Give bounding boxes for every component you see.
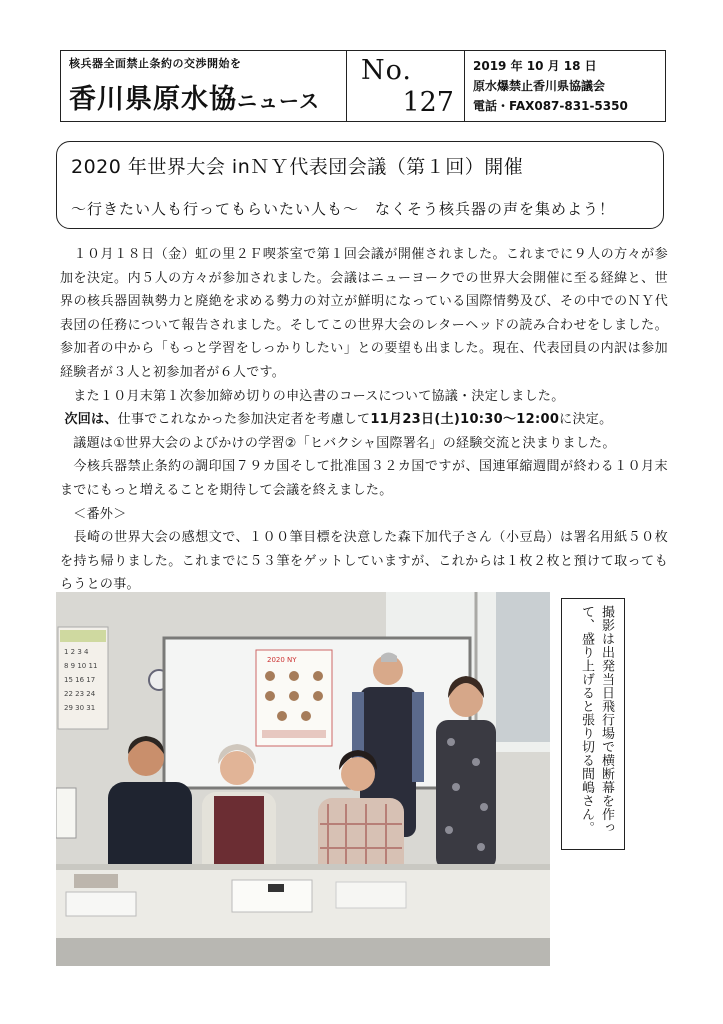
next-meeting-text: 仕事でこれなかった参加決定者を考慮して: [117, 412, 371, 428]
article-body: [60, 243, 668, 597]
svg-text:29 30 31: 29 30 31: [64, 704, 96, 712]
newsletter-title: [69, 77, 338, 116]
article-paragraph-4: 議題は①世界大会のよびかけの学習②「ヒバクシャ国際署名」の経験交流と決まりました。: [60, 435, 616, 451]
publisher-name: 原水爆禁止香川県協議会: [473, 79, 606, 93]
masthead: [60, 50, 666, 122]
issue-number-block: [347, 51, 465, 121]
photo-caption-box: [561, 598, 625, 850]
article-paragraph-2: また１０月末第１次参加締め切りの申込書のコースについて協議・決定しました。: [60, 388, 565, 404]
article-paragraph-5: 今核兵器禁止条約の調印国７９カ国そして批准国３２カ国ですが、国連軍縮週間が終わる１０月末までにもっと増えることを期待して会議を終えました。: [60, 459, 668, 498]
photo-caption: 撮影は出発当日飛行場で横断幕を作って、盛り上げると張り切る間嶋さん。: [579, 605, 614, 835]
poster-heading: 2020 NY: [267, 656, 297, 664]
headline-title: 2020 年世界大会 inＮＹ代表団会議（第１回）開催: [71, 156, 524, 178]
meeting-photo: [56, 592, 550, 966]
masthead-title-block: [61, 51, 347, 121]
next-meeting-text-end: に決定。: [559, 412, 613, 428]
article-paragraph-3: [60, 408, 668, 432]
article-paragraph-6: ＜番外＞: [60, 506, 127, 522]
svg-text:8 9 10 11: 8 9 10 11: [64, 662, 98, 670]
article-paragraph-7: 長崎の世界大会の感想文で、１００筆目標を決意した森下加代子さん（小豆島）は署名用紙５０枚を持ち帰りました。これまでに５３筆をゲットしていますが、これからは１枚２枚と預けて取ってもらうとの事。: [60, 530, 668, 593]
issue-number: 127: [402, 87, 454, 118]
article-paragraph-1: １０月１８日（金）虹の里２Ｆ喫茶室で第１回会議が開催されました。これまでに９人の方々が参加を決定。内５人の方々が参加されました。会議はニューヨークでの世界大会開催に至る経緯と、世界の核兵器固執勢力と廃絶を求める勢力の対立が鮮明になっている国際情勢及び、その中でのＮＹ代表団の任務について報告されました。そしてこの世界大会のレターヘッドの読み合わせをしました。参加者の中から「もっと学習をしっかりしたい」との要望も出ました。現在、代表団員の内訳は参加経験者が３人と初参加者が６人です。: [60, 247, 669, 380]
issue-date: 2019 年 10 月 18 日: [473, 59, 597, 73]
headline-subtitle: 〜行きたい人も行ってもらいたい人も〜 なくそう核兵器の声を集めよう！: [71, 200, 616, 218]
next-meeting-date: 11月23日(土)10:30～12:00: [370, 412, 560, 428]
next-meeting-label: 次回は、: [64, 412, 118, 428]
newsletter-title-news: ニュース: [237, 89, 320, 113]
meeting-photo-illustration: [56, 592, 550, 966]
svg-text:1 2 3 4: 1 2 3 4: [64, 648, 89, 656]
svg-text:15 16 17: 15 16 17: [64, 676, 96, 684]
publisher-contact: 電話・FAX087-831-5350: [473, 99, 628, 113]
newsletter-title-main: 香川県原水協: [69, 84, 237, 115]
svg-text:22 23 24: 22 23 24: [64, 690, 96, 698]
headline-box: [56, 141, 664, 229]
publisher-block: [465, 51, 665, 121]
issue-no-label: No.: [361, 55, 412, 86]
masthead-subtitle: 核兵器全面禁止条約の交渉開始を: [69, 57, 242, 70]
